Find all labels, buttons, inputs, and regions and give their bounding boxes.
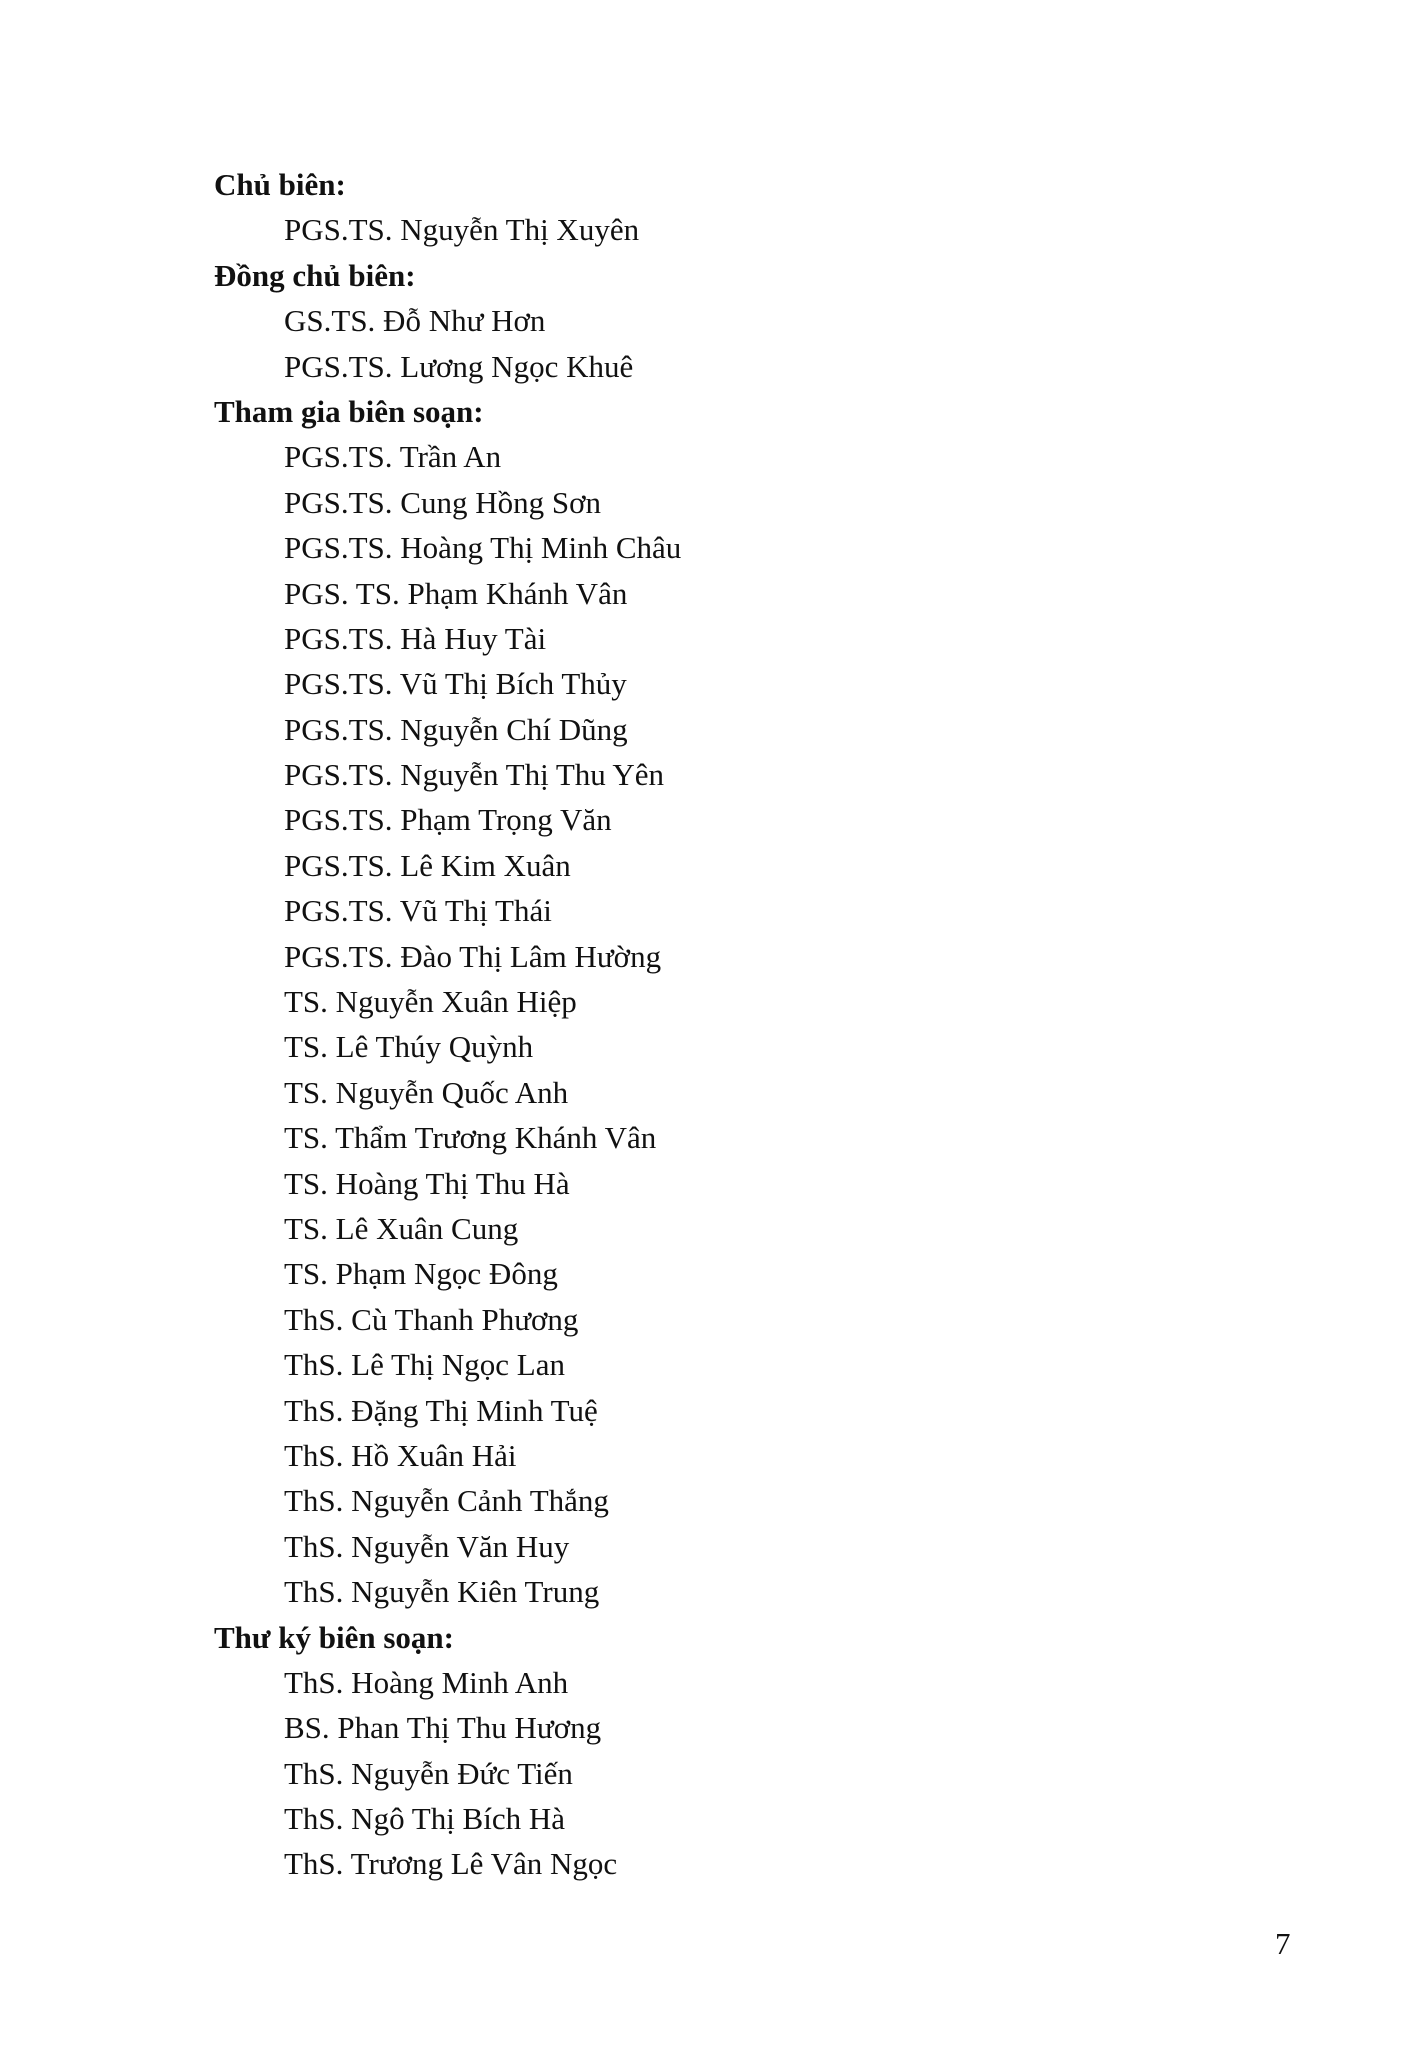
member-list bbox=[214, 207, 1214, 252]
member-name: PGS.TS. Phạm Trọng Văn bbox=[284, 802, 612, 838]
member-name: PGS.TS. Vũ Thị Bích Thủy bbox=[284, 666, 627, 702]
member-list bbox=[214, 1660, 1214, 1887]
member-name: TS. Phạm Ngọc Đông bbox=[284, 1256, 558, 1292]
section-contributors bbox=[214, 389, 1214, 1615]
member-name: TS. Hoàng Thị Thu Hà bbox=[284, 1165, 570, 1201]
member-name: TS. Nguyễn Quốc Anh bbox=[284, 1074, 569, 1110]
member-name: ThS. Trương Lê Vân Ngọc bbox=[284, 1846, 618, 1882]
member-name: ThS. Hoàng Minh Anh bbox=[284, 1664, 569, 1700]
page-number: 7 bbox=[1275, 1926, 1291, 1961]
member-name: PGS.TS. Cung Hồng Sơn bbox=[284, 484, 601, 520]
member-name: TS. Thẩm Trương Khánh Vân bbox=[284, 1120, 657, 1156]
member-name: ThS. Đặng Thị Minh Tuệ bbox=[284, 1392, 598, 1428]
member-name: PGS.TS. Nguyễn Thị Thu Yên bbox=[284, 757, 665, 793]
section-secretaries bbox=[214, 1615, 1214, 1887]
section-co-editors bbox=[214, 253, 1214, 389]
member-name: PGS.TS. Nguyễn Chí Dũng bbox=[284, 711, 628, 747]
member-name: ThS. Nguyễn Kiên Trung bbox=[284, 1574, 600, 1610]
member-name: ThS. Nguyễn Đức Tiến bbox=[284, 1755, 573, 1791]
member-name: PGS.TS. Lương Ngọc Khuê bbox=[284, 348, 634, 384]
member-name: PGS.TS. Lê Kim Xuân bbox=[284, 847, 571, 883]
member-name: ThS. Lê Thị Ngọc Lan bbox=[284, 1347, 565, 1383]
member-name: TS. Lê Xuân Cung bbox=[284, 1210, 519, 1246]
member-name: ThS. Hồ Xuân Hải bbox=[284, 1437, 517, 1473]
member-name: TS. Lê Thúy Quỳnh bbox=[284, 1029, 534, 1065]
member-name: PGS.TS. Vũ Thị Thái bbox=[284, 893, 552, 929]
member-name: TS. Nguyễn Xuân Hiệp bbox=[284, 984, 577, 1020]
member-name: GS.TS. Đỗ Như Hơn bbox=[284, 303, 546, 339]
member-name: ThS. Nguyễn Cảnh Thắng bbox=[284, 1483, 609, 1519]
member-name: PGS.TS. Nguyễn Thị Xuyên bbox=[284, 212, 640, 248]
section-editor-in-chief bbox=[214, 162, 1214, 253]
member-name: ThS. Ngô Thị Bích Hà bbox=[284, 1801, 565, 1837]
section-title: Tham gia biên soạn: bbox=[214, 393, 484, 429]
member-list bbox=[214, 298, 1214, 389]
section-title: Chủ biên: bbox=[214, 167, 346, 202]
credits-list bbox=[214, 162, 1214, 1887]
member-name: PGS.TS. Trần An bbox=[284, 439, 502, 475]
member-name: ThS. Nguyễn Văn Huy bbox=[284, 1528, 570, 1564]
member-name: PGS.TS. Hoàng Thị Minh Châu bbox=[284, 530, 682, 566]
member-name: PGS. TS. Phạm Khánh Vân bbox=[284, 575, 628, 611]
member-name: BS. Phan Thị Thu Hương bbox=[284, 1710, 602, 1746]
member-name: PGS.TS. Hà Huy Tài bbox=[284, 620, 547, 656]
member-name: ThS. Cù Thanh Phương bbox=[284, 1301, 579, 1337]
member-name: PGS.TS. Đào Thị Lâm Hường bbox=[284, 938, 662, 974]
section-title: Đồng chủ biên: bbox=[214, 257, 416, 293]
member-list bbox=[214, 434, 1214, 1614]
section-title: Thư ký biên soạn: bbox=[214, 1619, 454, 1655]
